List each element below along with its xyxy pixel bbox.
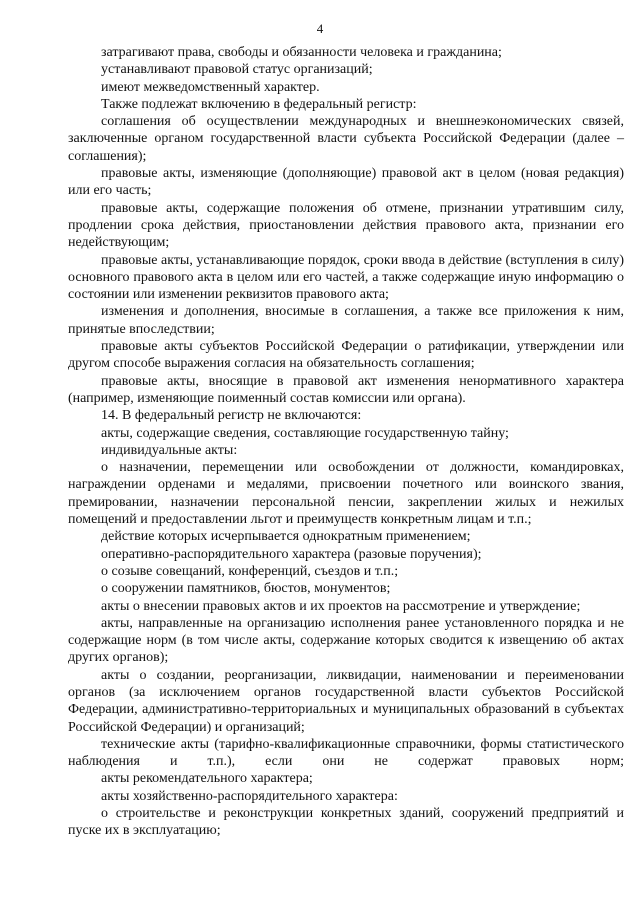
paragraph: акты о создании, реорганизации, ликвидации, наименовании и переименовании органов (за исключением органов государственной власти субъектов Российской Федерации, административно-территориальных и муниципальных образований в субъектах Российской Федерации) и организаций; [68, 667, 624, 735]
paragraph: правовые акты субъектов Российской Федерации о ратификации, утверждении или другом способе выражения согласия на обязательность соглашения; [68, 339, 624, 372]
paragraph: соглашения об осуществлении международных и внешнеэкономических связей, заключенные органом государственной власти субъекта Российской Федерации (далее – соглашения); [68, 114, 624, 164]
paragraph: о назначении, перемещении или освобождении от должности, командировках, награждении орденами и медалями, присвоении почетного или воинского звания, премировании, назначении персональной пенсии, закреплении жилых и нежилых помещений и предоставлении льгот и преимуществ конкретным лицам и т.п.; [68, 460, 624, 528]
paragraph: устанавливают правовой статус организаций; [101, 62, 373, 78]
section-heading: 14. В федеральный регистр не включаются: [101, 408, 362, 424]
paragraph: затрагивают права, свободы и обязанности человека и гражданина; [101, 45, 502, 60]
body-text [68, 44, 624, 840]
paragraph: Также подлежат включению в федеральный регистр: [101, 96, 417, 112]
paragraph: изменения и дополнения, вносимые в соглашения, а также все приложения к ним, принятые впоследствии; [68, 304, 624, 337]
page-number: 4 [316, 21, 324, 36]
paragraph: правовые акты, изменяющие (дополняющие) правовой акт в целом (новая редакция) или его часть; [68, 166, 624, 199]
paragraph: технические акты (тарифно-квалификационные справочники, формы статистического наблюдения и т.п.), если они не содержат правовых норм; [68, 736, 624, 770]
paragraph: о сооружении памятников, бюстов, монументов; [101, 581, 391, 597]
paragraph: оперативно-распорядительного характера (разовые поручения); [101, 546, 482, 562]
paragraph: о строительстве и реконструкции конкретных зданий, сооружений предприятий и пуске их в эксплуатацию; [68, 806, 624, 839]
paragraph: акты хозяйственно-распорядительного характера: [101, 788, 398, 804]
paragraph: акты рекомендательного характера; [101, 771, 313, 787]
paragraph: правовые акты, вносящие в правовой акт изменения ненормативного характера (например, изменяющие поименный состав комиссии или органа). [68, 373, 624, 406]
paragraph: о созыве совещаний, конференций, съездов и т.п.; [101, 563, 399, 579]
paragraph: действие которых исчерпывается однократным применением; [101, 529, 471, 545]
paragraph: индивидуальные акты: [101, 442, 238, 458]
paragraph: акты, содержащие сведения, составляющие государственную тайну; [101, 425, 509, 441]
paragraph: правовые акты, содержащие положения об отмене, признании утратившим силу, продлении срока действия, приостановлении действия правового акта, признании его недействующим; [68, 200, 624, 251]
paragraph: акты о внесении правовых актов и их проектов на рассмотрение и утверждение; [101, 598, 581, 614]
paragraph: акты, направленные на организацию исполнения ранее установленного порядка и не содержащие норм (в том числе акты, содержание которых сводится к извещению об актах других органов); [68, 615, 624, 666]
paragraph: правовые акты, устанавливающие порядок, сроки ввода в действие (вступления в силу) основного правового акта в целом или его частей, а также содержащие иную информацию о состоянии или изменении реквизитов правового акта; [68, 252, 624, 303]
paragraph: имеют межведомственный характер. [101, 79, 320, 95]
